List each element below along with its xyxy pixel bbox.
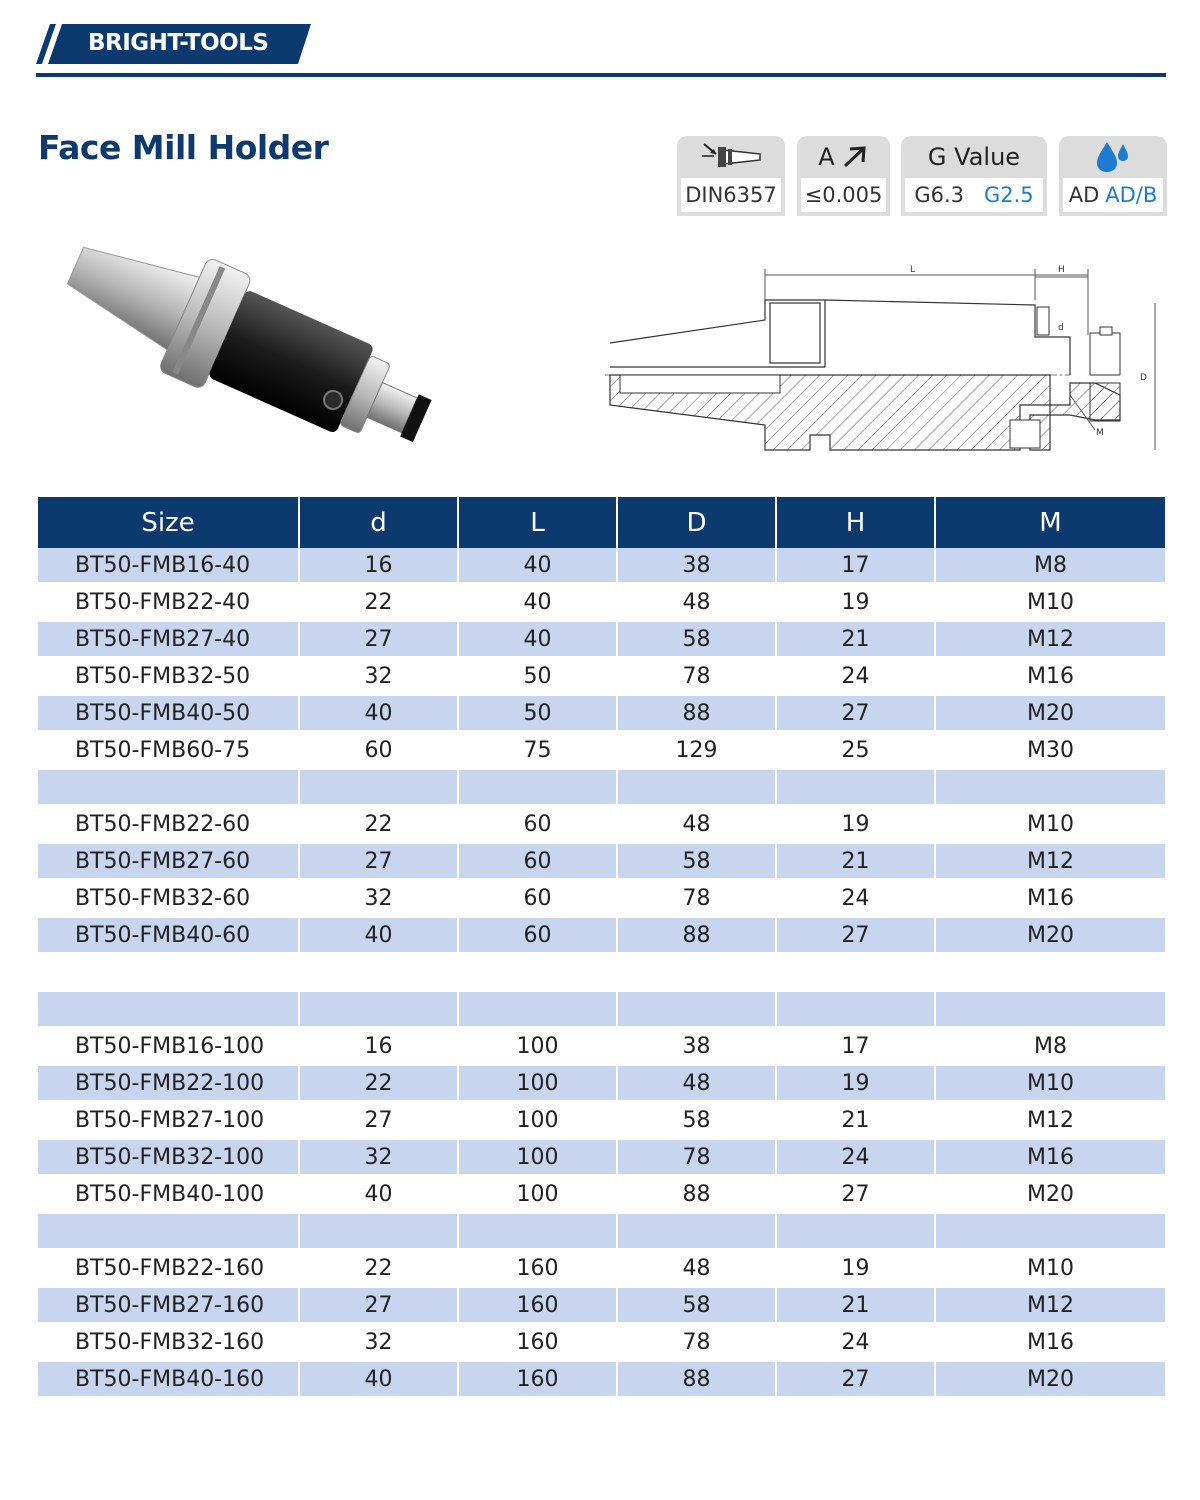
table-cell: 60	[459, 807, 618, 844]
balance-value-alt: G2.5	[984, 183, 1034, 207]
header-divider	[36, 73, 1166, 77]
spec-table	[38, 497, 1165, 1399]
table-cell: 60	[459, 881, 618, 918]
table-cell: 21	[777, 1288, 936, 1325]
table-cell: 27	[777, 696, 936, 733]
dim-label-d: d	[1058, 323, 1064, 333]
table-cell: BT50-FMB27-160	[38, 1288, 300, 1325]
table-row	[38, 955, 1165, 992]
tool-holder-icon	[677, 136, 785, 178]
table-cell: 58	[618, 1103, 777, 1140]
table-cell: M16	[936, 881, 1165, 918]
table-cell: BT50-FMB40-100	[38, 1177, 300, 1214]
table-row	[38, 770, 1165, 807]
col-header-size: Size	[38, 497, 300, 548]
table-cell: 48	[618, 807, 777, 844]
table-cell: BT50-FMB40-160	[38, 1362, 300, 1399]
table-cell: M16	[936, 1325, 1165, 1362]
table-cell	[777, 1214, 936, 1251]
table-cell: 129	[618, 733, 777, 770]
coolant-value-alt: AD/B	[1105, 183, 1158, 207]
table-cell: 40	[300, 918, 459, 955]
page-title: Face Mill Holder	[38, 128, 329, 167]
table-cell: 32	[300, 1325, 459, 1362]
table-cell: 21	[777, 1103, 936, 1140]
table-cell	[459, 992, 618, 1029]
table-row	[38, 807, 1165, 844]
table-cell: M10	[936, 585, 1165, 622]
table-row	[38, 1177, 1165, 1214]
table-row	[38, 1288, 1165, 1325]
dim-label-d-big: D	[1140, 373, 1147, 383]
table-cell	[777, 955, 936, 992]
table-cell: 22	[300, 585, 459, 622]
table-cell: 48	[618, 1251, 777, 1288]
table-row	[38, 918, 1165, 955]
table-cell: 27	[777, 1177, 936, 1214]
table-cell: 38	[618, 1029, 777, 1066]
table-cell: 24	[777, 881, 936, 918]
table-cell	[459, 1214, 618, 1251]
table-cell	[38, 955, 300, 992]
table-cell: 16	[300, 548, 459, 585]
table-header-row	[38, 497, 1165, 548]
table-cell: 19	[777, 585, 936, 622]
table-cell: 160	[459, 1325, 618, 1362]
table-cell: BT50-FMB22-40	[38, 585, 300, 622]
table-cell: 160	[459, 1251, 618, 1288]
table-cell: 27	[300, 622, 459, 659]
table-cell	[300, 770, 459, 807]
table-cell: 16	[300, 1029, 459, 1066]
table-cell: BT50-FMB40-60	[38, 918, 300, 955]
table-row	[38, 622, 1165, 659]
table-cell: BT50-FMB22-160	[38, 1251, 300, 1288]
table-cell: 17	[777, 1029, 936, 1066]
table-row	[38, 881, 1165, 918]
col-header-big-d: D	[618, 497, 777, 548]
table-cell: 32	[300, 659, 459, 696]
table-cell: 24	[777, 1140, 936, 1177]
table-row	[38, 992, 1165, 1029]
table-cell: 19	[777, 807, 936, 844]
table-cell: M30	[936, 733, 1165, 770]
table-cell: M12	[936, 622, 1165, 659]
table-cell: M20	[936, 918, 1165, 955]
table-cell: BT50-FMB16-40	[38, 548, 300, 585]
table-cell: 27	[300, 844, 459, 881]
table-cell: M12	[936, 844, 1165, 881]
table-row	[38, 1325, 1165, 1362]
balance-value: G6.3	[914, 183, 964, 207]
dim-label-l: L	[910, 265, 916, 275]
table-cell: 78	[618, 1140, 777, 1177]
table-row	[38, 844, 1165, 881]
table-cell: BT50-FMB32-100	[38, 1140, 300, 1177]
table-cell	[777, 770, 936, 807]
table-cell: BT50-FMB60-75	[38, 733, 300, 770]
col-header-d: d	[300, 497, 459, 548]
table-cell: 40	[459, 548, 618, 585]
table-row	[38, 696, 1165, 733]
table-cell: 78	[618, 1325, 777, 1362]
table-cell: 40	[300, 1362, 459, 1399]
table-cell: 27	[777, 1362, 936, 1399]
table-row	[38, 733, 1165, 770]
technical-drawing	[600, 255, 1170, 465]
table-row	[38, 1029, 1165, 1066]
table-cell: M10	[936, 1251, 1165, 1288]
table-cell: M16	[936, 1140, 1165, 1177]
table-cell	[459, 770, 618, 807]
table-cell: 22	[300, 1066, 459, 1103]
table-cell	[777, 992, 936, 1029]
table-cell: BT50-FMB40-50	[38, 696, 300, 733]
table-cell	[936, 1214, 1165, 1251]
table-cell: 22	[300, 807, 459, 844]
table-cell: 32	[300, 1140, 459, 1177]
table-cell	[38, 992, 300, 1029]
table-cell	[300, 992, 459, 1029]
table-cell: 27	[300, 1103, 459, 1140]
table-cell: 60	[459, 844, 618, 881]
table-cell: BT50-FMB32-50	[38, 659, 300, 696]
table-cell: 100	[459, 1177, 618, 1214]
table-cell: 40	[459, 622, 618, 659]
table-cell: 88	[618, 696, 777, 733]
table-row	[38, 659, 1165, 696]
table-cell	[300, 1214, 459, 1251]
table-row	[38, 1103, 1165, 1140]
col-header-m: M	[936, 497, 1165, 548]
table-cell: 50	[459, 659, 618, 696]
table-cell: 17	[777, 548, 936, 585]
table-cell: BT50-FMB27-60	[38, 844, 300, 881]
table-cell: 27	[777, 918, 936, 955]
table-row	[38, 1140, 1165, 1177]
table-cell: M20	[936, 1362, 1165, 1399]
product-photo	[45, 232, 465, 482]
table-cell: BT50-FMB27-100	[38, 1103, 300, 1140]
table-cell: 160	[459, 1288, 618, 1325]
table-cell: 27	[300, 1288, 459, 1325]
table-row	[38, 548, 1165, 585]
table-cell: 40	[459, 585, 618, 622]
arrow-up-right-icon	[841, 145, 869, 169]
table-cell: 100	[459, 1029, 618, 1066]
balance-label: G Value	[927, 143, 1021, 171]
table-cell: 24	[777, 1325, 936, 1362]
table-row	[38, 1066, 1165, 1103]
table-cell	[618, 1214, 777, 1251]
badge-accuracy	[797, 136, 890, 216]
table-cell: 160	[459, 1362, 618, 1399]
table-cell: BT50-FMB22-60	[38, 807, 300, 844]
dim-label-h: H	[1058, 265, 1065, 275]
table-cell: 58	[618, 622, 777, 659]
table-cell	[936, 992, 1165, 1029]
table-cell	[618, 770, 777, 807]
badge-coolant	[1059, 136, 1167, 216]
table-row	[38, 1214, 1165, 1251]
table-body	[38, 548, 1165, 1399]
col-header-l: L	[459, 497, 618, 548]
table-cell: M16	[936, 659, 1165, 696]
table-cell: 58	[618, 1288, 777, 1325]
table-cell: 75	[459, 733, 618, 770]
table-cell: 48	[618, 585, 777, 622]
table-cell: M12	[936, 1288, 1165, 1325]
table-cell: 21	[777, 622, 936, 659]
table-cell	[936, 955, 1165, 992]
table-cell: 38	[618, 548, 777, 585]
table-cell	[618, 955, 777, 992]
table-cell: BT50-FMB16-100	[38, 1029, 300, 1066]
coolant-value: AD	[1068, 183, 1100, 207]
table-row	[38, 1251, 1165, 1288]
table-cell	[618, 992, 777, 1029]
table-cell	[38, 1214, 300, 1251]
table-cell: 40	[300, 696, 459, 733]
table-cell: M8	[936, 1029, 1165, 1066]
table-cell: 100	[459, 1066, 618, 1103]
table-cell: M8	[936, 548, 1165, 585]
table-cell: BT50-FMB32-160	[38, 1325, 300, 1362]
col-header-h: H	[777, 497, 936, 548]
accuracy-value: ≤0.005	[804, 183, 883, 207]
brand-logo	[36, 24, 311, 64]
table-cell: 60	[459, 918, 618, 955]
table-cell: BT50-FMB32-60	[38, 881, 300, 918]
table-cell: 48	[618, 1066, 777, 1103]
table-cell: 100	[459, 1140, 618, 1177]
coolant-drops-icon	[1059, 136, 1167, 178]
table-cell: 88	[618, 918, 777, 955]
table-cell: 22	[300, 1251, 459, 1288]
table-cell: BT50-FMB22-100	[38, 1066, 300, 1103]
table-cell	[38, 770, 300, 807]
table-cell	[459, 955, 618, 992]
table-cell: M20	[936, 1177, 1165, 1214]
accuracy-label: A	[818, 143, 835, 171]
table-cell: 78	[618, 881, 777, 918]
brand-name: BRIGHT-TOOLS	[88, 30, 269, 56]
standard-value: DIN6357	[685, 183, 777, 207]
table-cell: 78	[618, 659, 777, 696]
table-cell: 24	[777, 659, 936, 696]
table-cell: 50	[459, 696, 618, 733]
table-row	[38, 1362, 1165, 1399]
table-cell: 88	[618, 1362, 777, 1399]
table-cell: 25	[777, 733, 936, 770]
table-cell: M10	[936, 807, 1165, 844]
table-cell: 19	[777, 1251, 936, 1288]
table-cell: M20	[936, 696, 1165, 733]
badge-standard	[677, 136, 785, 216]
table-cell: 21	[777, 844, 936, 881]
table-cell	[300, 955, 459, 992]
table-row	[38, 585, 1165, 622]
table-cell: M12	[936, 1103, 1165, 1140]
table-cell: 58	[618, 844, 777, 881]
dim-label-m: M	[1096, 428, 1104, 438]
table-cell: M10	[936, 1066, 1165, 1103]
table-cell: 60	[300, 733, 459, 770]
table-cell: 40	[300, 1177, 459, 1214]
badge-balance	[901, 136, 1047, 216]
table-cell: 100	[459, 1103, 618, 1140]
table-cell: 32	[300, 881, 459, 918]
table-cell: 19	[777, 1066, 936, 1103]
table-cell: BT50-FMB27-40	[38, 622, 300, 659]
table-cell: 88	[618, 1177, 777, 1214]
table-cell	[936, 770, 1165, 807]
